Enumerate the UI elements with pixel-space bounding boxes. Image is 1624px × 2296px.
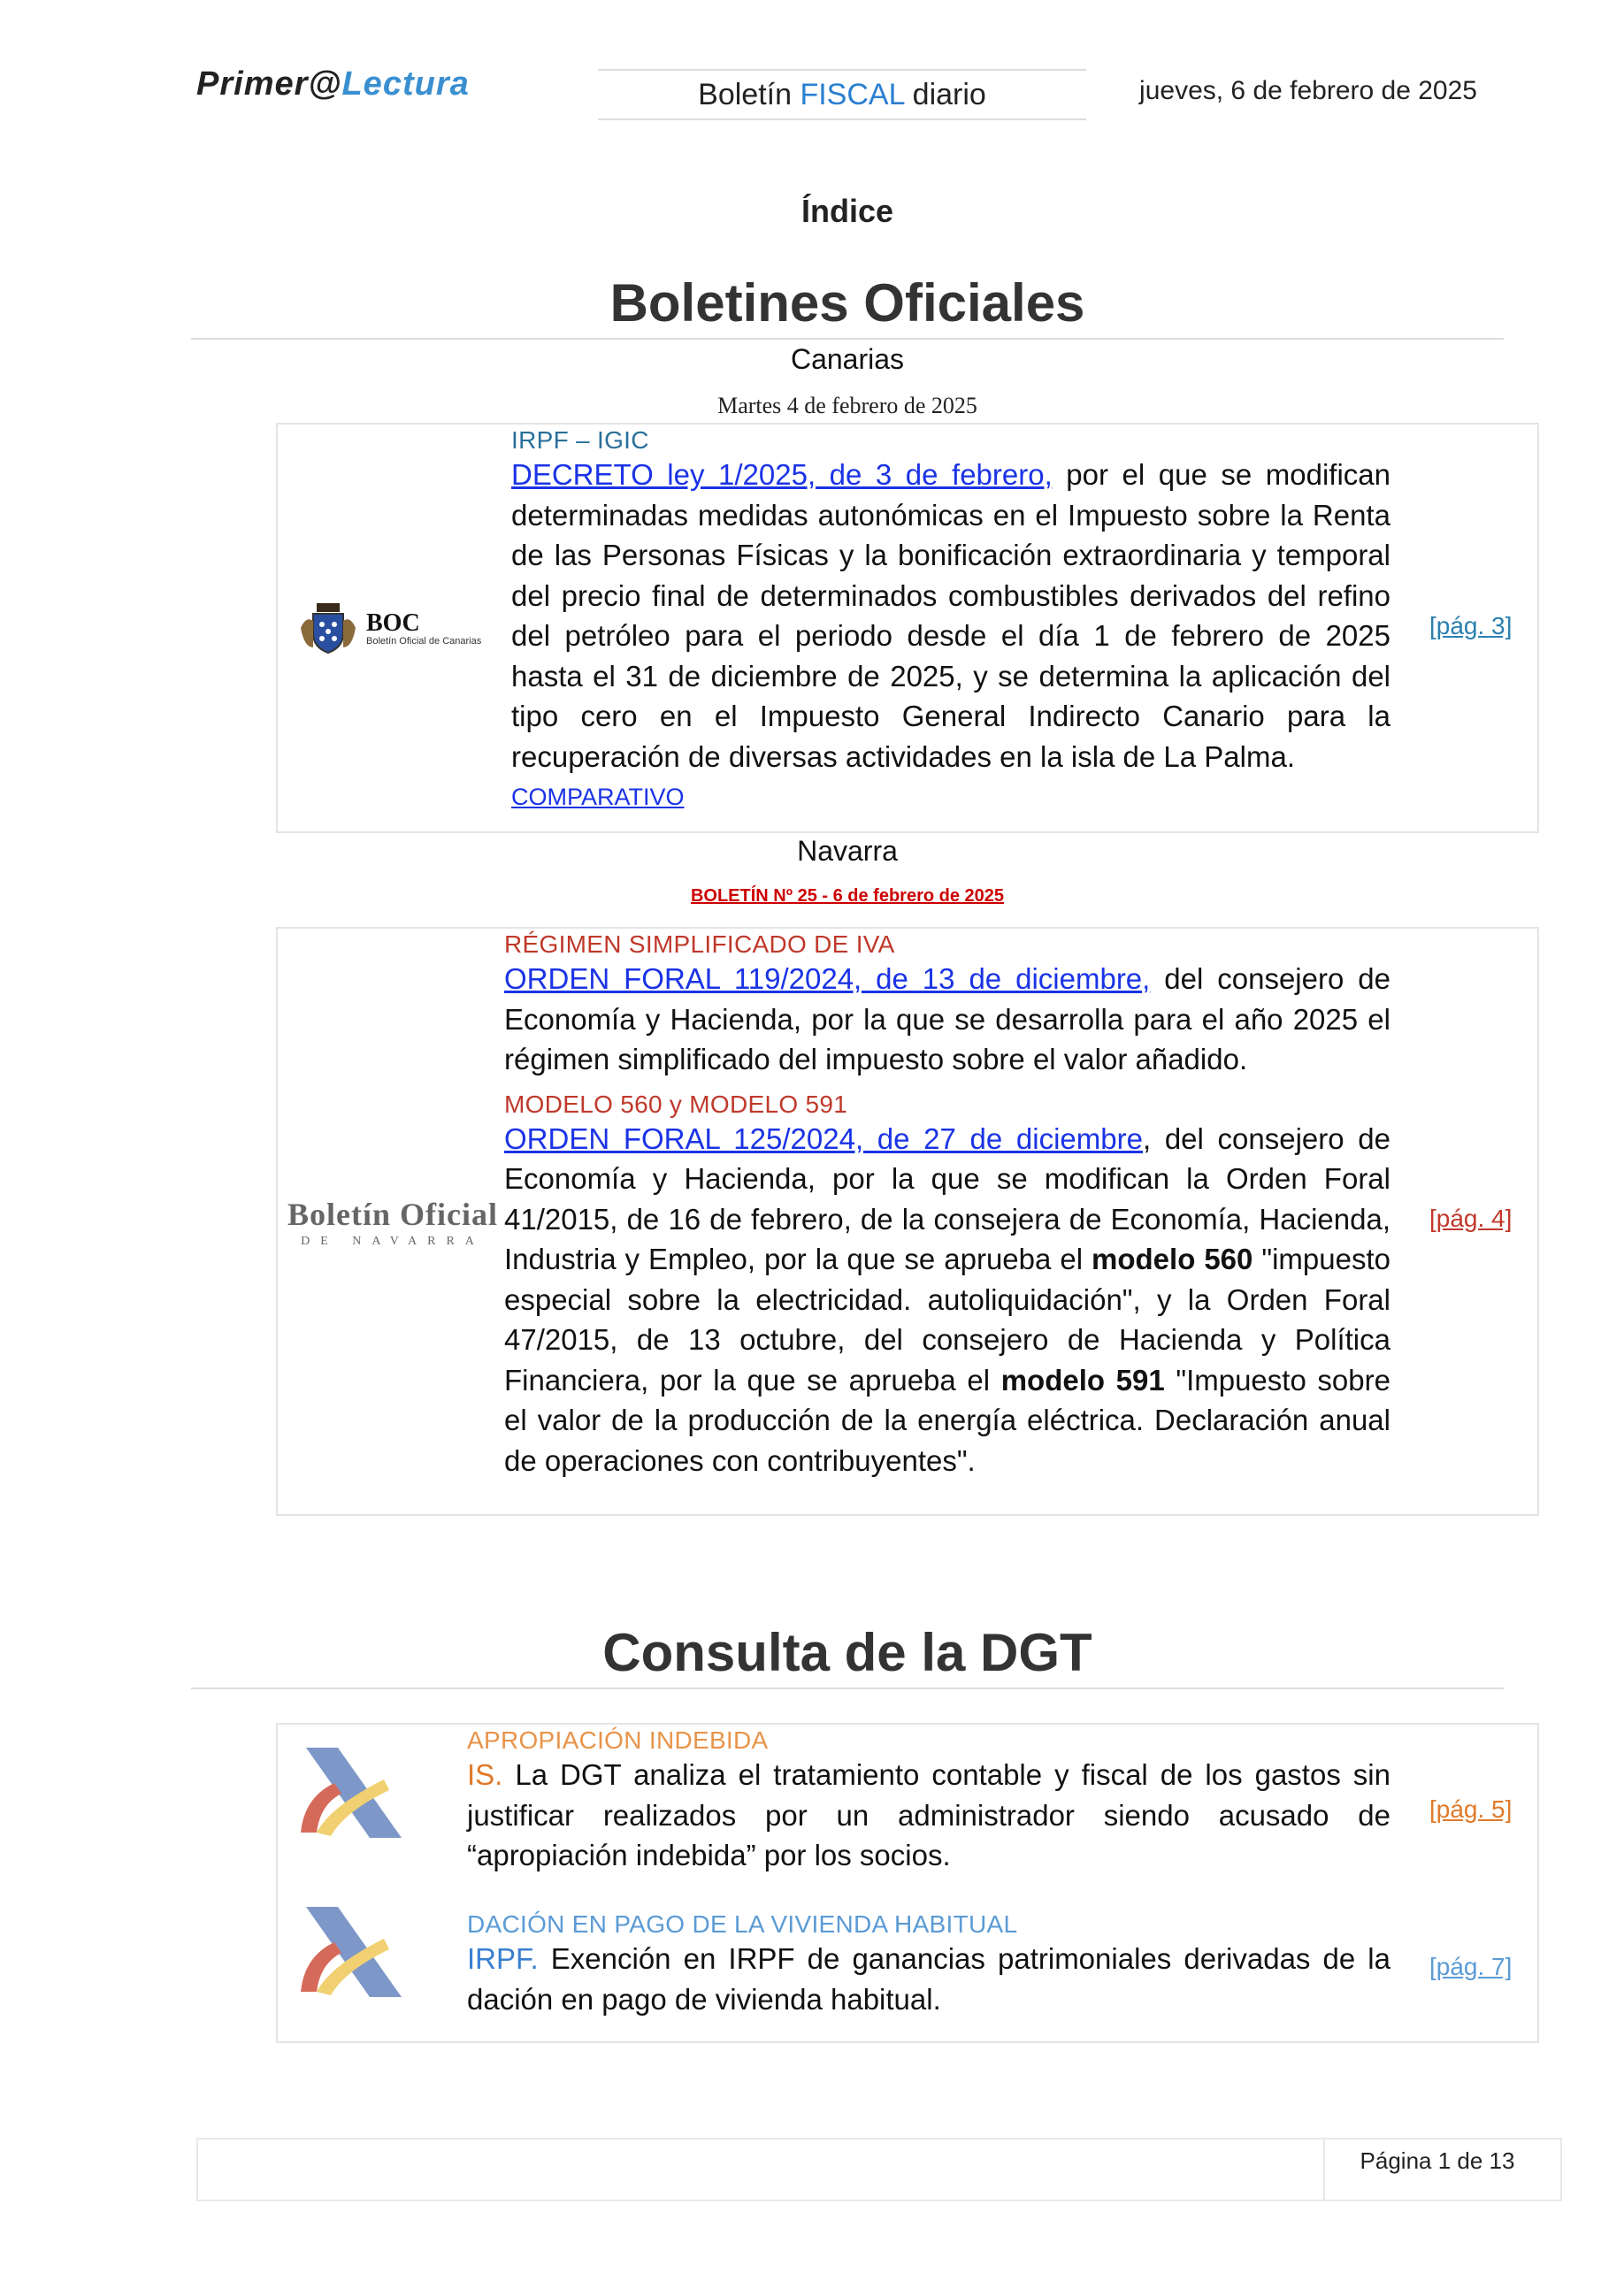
boc-logo-title: BOC [366, 609, 420, 637]
region-canarias: Canarias [790, 343, 905, 375]
navarra-card [276, 927, 1539, 1516]
canarias-item-text [511, 455, 1390, 777]
dgt-item-1-description: La DGT analiza el tratamiento contable y fiscal de los gastos sin justificar realizados por un administrador siendo acusado de “apropiación indebida” por los socios. [467, 1758, 1390, 1871]
boc-logo-subtitle: Boletín Oficial de Canarias [366, 636, 482, 647]
dgt-item-1-lead: IS. [467, 1758, 503, 1791]
header-title [598, 69, 1086, 120]
topic-regimen-simplificado: RÉGIMEN SIMPLIFICADO DE IVA [504, 930, 895, 958]
topic-dacion-en-pago: DACIÓN EN PAGO DE LA VIVIENDA HABITUAL [467, 1910, 1018, 1938]
navarra-logo-subtitle: DE NAVARRA [301, 1235, 485, 1248]
brand-left: Primer@ [196, 65, 342, 103]
header-title-post: diario [904, 78, 986, 111]
topic-irpf-igic: IRPF – IGIC [511, 426, 649, 454]
canarias-item [511, 426, 1390, 811]
orden-foral-119-link[interactable]: ORDEN FORAL 119/2024, de 13 de diciembre, [504, 962, 1151, 995]
dgt-item-2 [467, 1910, 1390, 2019]
canarias-item-description: por el que se modifican determinadas medidas autonómicas en el Impuesto sobre la Renta de las Personas Físicas y la bonificación extraordinaria y temporal del precio final de determinados combustibles derivados del refino del petróleo para el periodo desde el día 1 de febrero de 2025 hasta el 31 de diciembre de 2025, y se determina la aplicación del tipo cero en el Impuesto General Indirecto Canario para la recuperación de diversas actividades en la isla de La Palma. [511, 458, 1390, 773]
navarra-item-2-text-c: "Impuesto sobre el valor de la producción de la energía eléctrica. Declaración anual de operaciones con contribuyentes". [504, 1363, 1390, 1477]
comparativo-link[interactable]: COMPARATIVO [511, 784, 685, 810]
page-number: Página 1 de 13 [1360, 2147, 1515, 2174]
navarra-item-1-text [504, 959, 1390, 1080]
footer-divider [1323, 2138, 1325, 2201]
navarra-item-2-text-b: "impuesto especial sobre la electricidad. autoliquidación", y la Orden Foral 47/2015, de 13 octubre, del consejero de Hacienda y Política Financiera, por la que se aprueba el [504, 1243, 1390, 1397]
section-title-boletines: Boletines Oficiales [609, 273, 1085, 333]
canarias-coat-of-arms-icon [297, 601, 359, 656]
topic-modelo-560-591: MODELO 560 y MODELO 591 [504, 1090, 848, 1118]
navarra-item-2-text [504, 1119, 1390, 1481]
brand-logo [196, 65, 470, 103]
navarra-logo [287, 1196, 499, 1249]
page-ref-5[interactable]: [pág. 5] [1429, 1795, 1513, 1823]
dgt-item-2-lead: IRPF. [467, 1942, 539, 1975]
header-date: jueves, 6 de febrero de 2025 [1139, 76, 1477, 105]
dgt-item-2-description: Exención en IRPF de ganancias patrimoniales derivadas de la dación en pago de vivienda habitual. [467, 1942, 1390, 2016]
dgt-card [276, 1723, 1539, 2043]
navarra-logo-title: Boletín Oficial [287, 1197, 498, 1232]
dgt-item-1 [467, 1726, 1390, 1876]
orden-foral-125-link[interactable]: ORDEN FORAL 125/2024, de 27 de diciembre [504, 1121, 1143, 1155]
canarias-card [276, 423, 1539, 833]
section-divider [191, 338, 1504, 340]
region-navarra: Navarra [797, 835, 898, 867]
section-divider-dgt [191, 1688, 1504, 1689]
dgt-item-2-text [467, 1939, 1390, 2019]
agencia-tributaria-logo-icon [295, 1744, 410, 1841]
header-title-pre: Boletín [698, 78, 801, 111]
navarra-boletin-date[interactable]: BOLETÍN Nº 25 - 6 de febrero de 2025 [690, 886, 1005, 906]
boc-logo [297, 601, 481, 656]
section-title-dgt: Consulta de la DGT [602, 1623, 1092, 1682]
page-ref-4[interactable]: [pág. 4] [1429, 1205, 1513, 1232]
page-ref-7[interactable]: [pág. 7] [1429, 1953, 1513, 1980]
brand-right: Lectura [341, 65, 470, 103]
modelo-591-label: modelo 591 [1000, 1363, 1165, 1397]
index-title: Índice [801, 193, 894, 229]
page-ref-3[interactable]: [pág. 3] [1429, 612, 1513, 639]
navarra-item-2-text-a: , del consejero de Economía y Hacienda, por la que se modifican la Orden Foral 41/2015, de 16 de febrero, de la consejera de Economía, Hacienda, Industria y Empleo, por la que se aprueba el [504, 1121, 1390, 1275]
agencia-tributaria-logo-icon [295, 1903, 410, 2001]
canarias-date: Martes 4 de febrero de 2025 [717, 393, 977, 418]
decreto-ley-link[interactable]: DECRETO ley 1/2025, de 3 de febrero, [511, 458, 1053, 491]
header-title-fiscal: FISCAL [800, 78, 905, 111]
modelo-560-label: modelo 560 [1092, 1243, 1253, 1275]
navarra-items [504, 930, 1390, 1481]
dgt-item-1-text [467, 1755, 1390, 1876]
topic-apropiacion-indebida: APROPIACIÓN INDEBIDA [467, 1726, 769, 1754]
navarra-item-1-description: del consejero de Economía y Hacienda, por la que se desarrolla para el año 2025 el régimen simplificado del impuesto sobre el valor añadido. [504, 962, 1390, 1075]
